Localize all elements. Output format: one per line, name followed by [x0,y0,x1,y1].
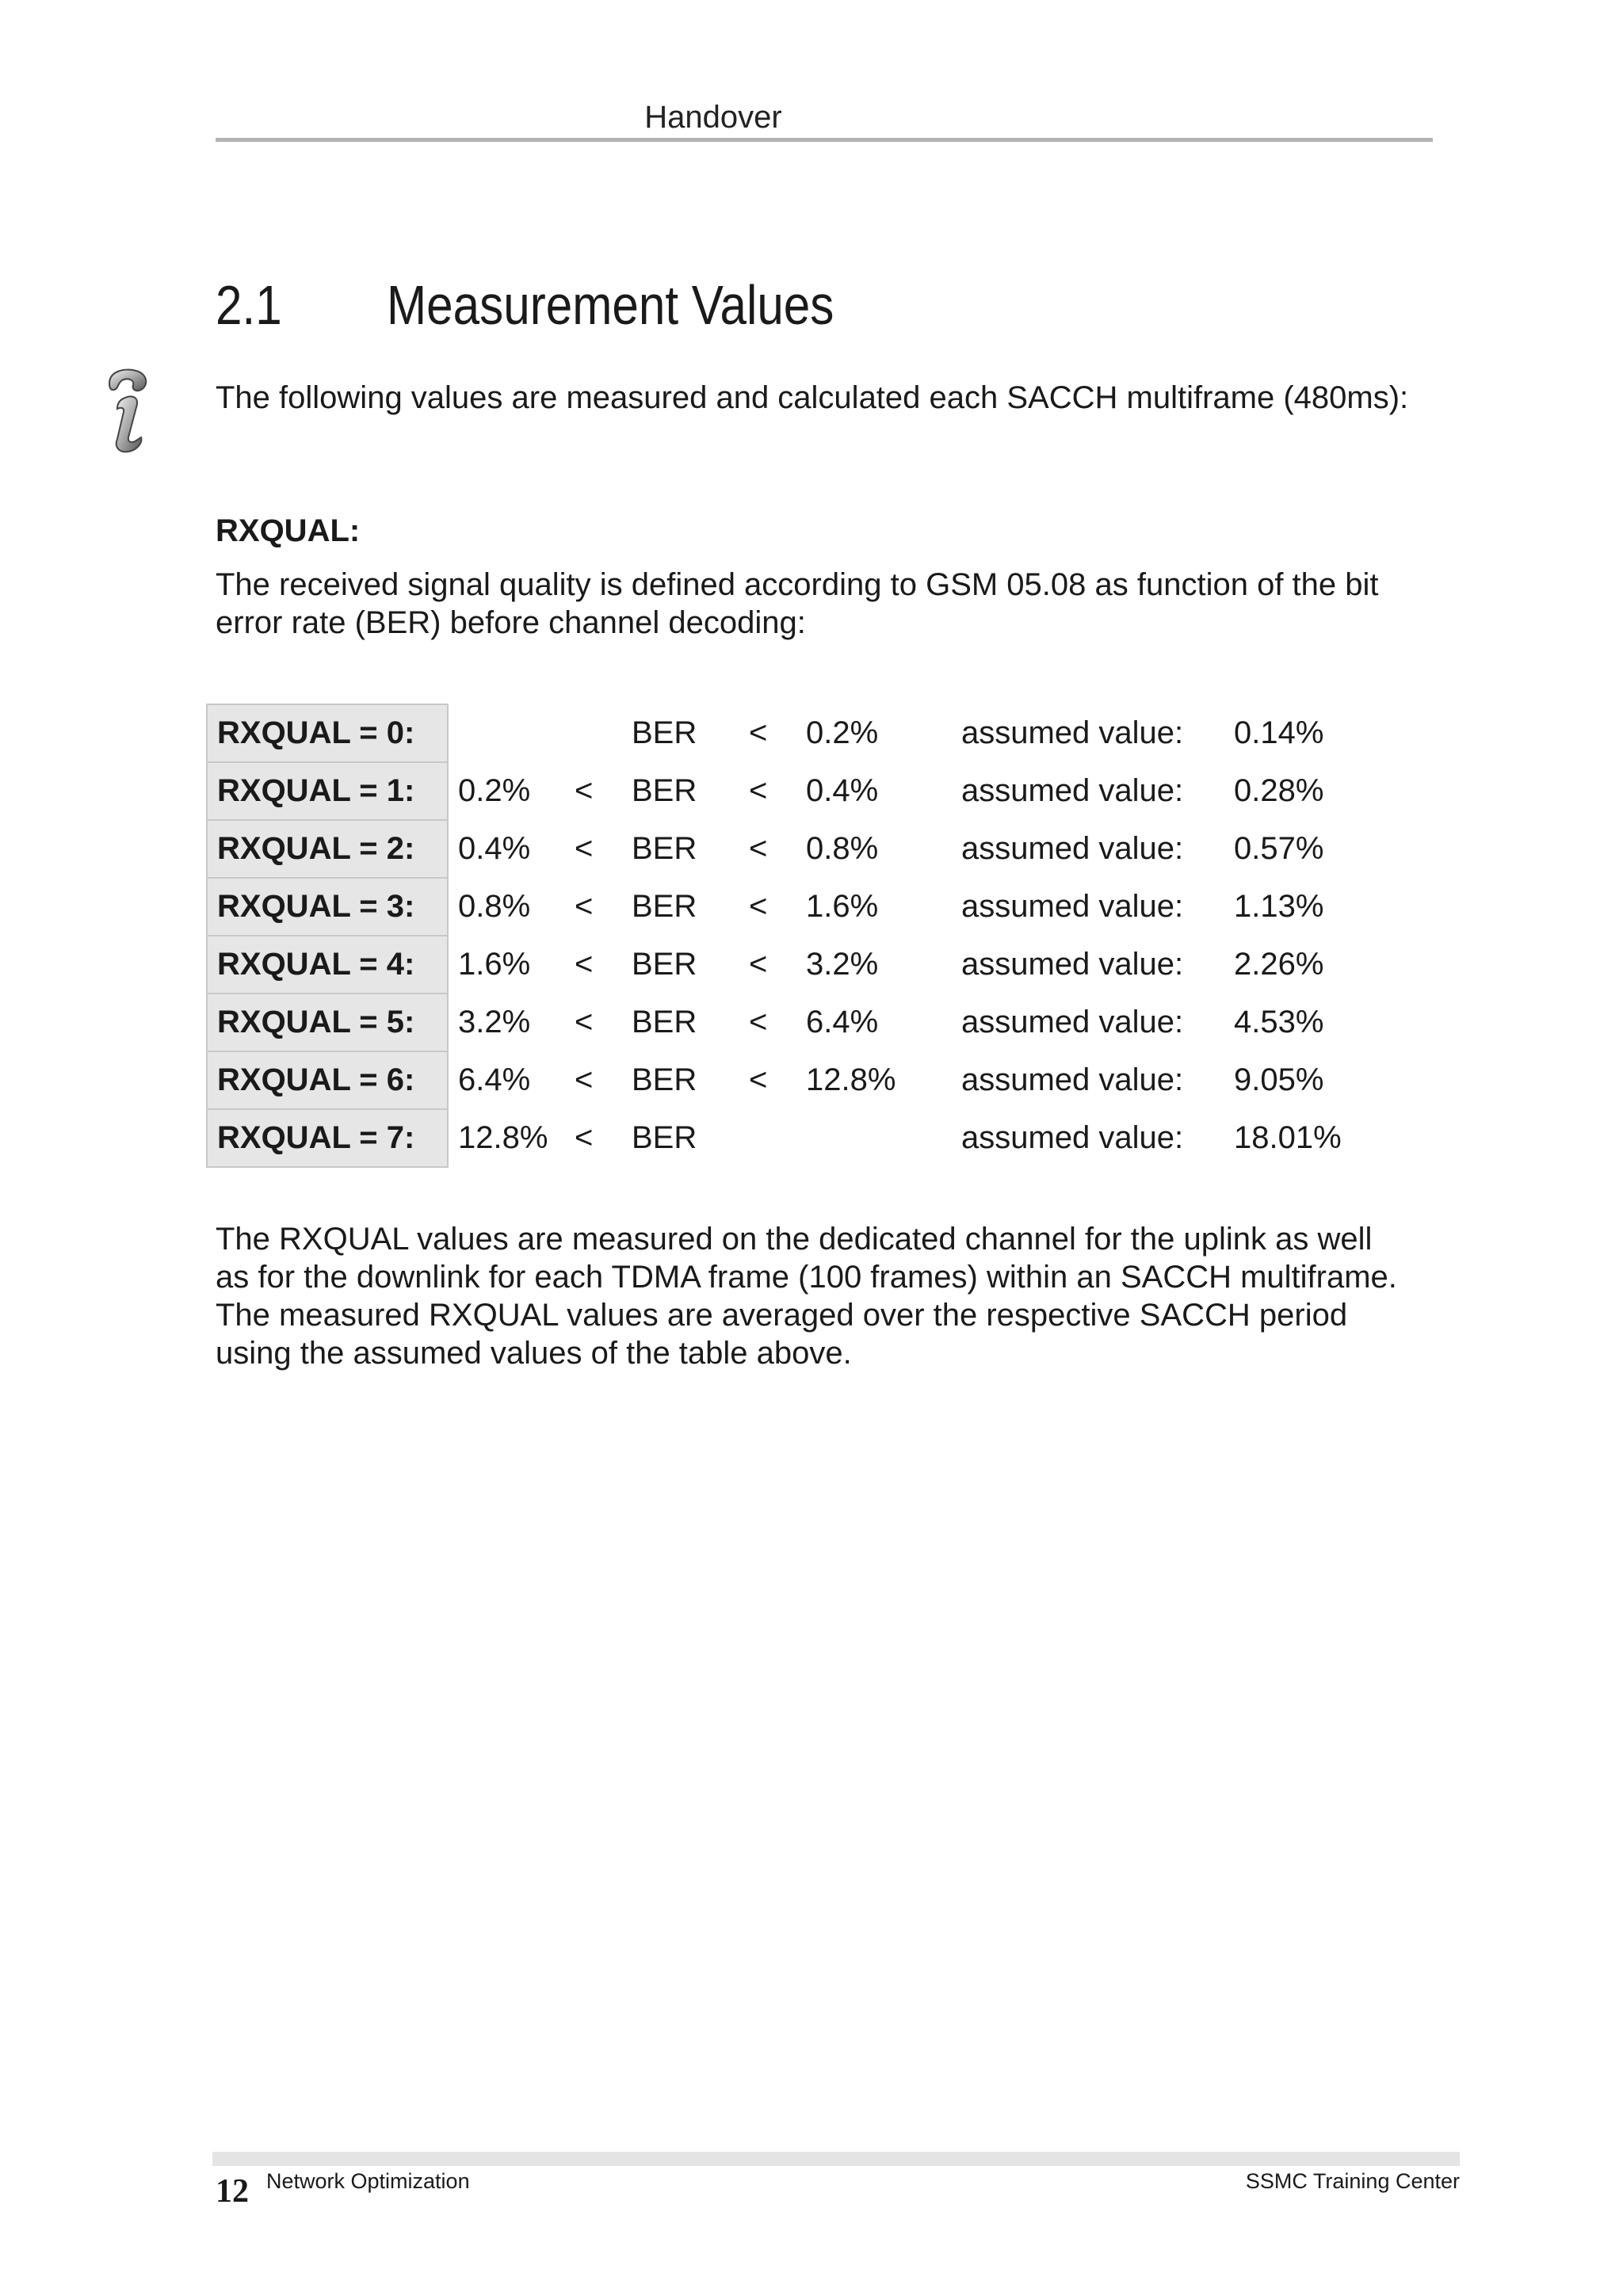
ber-lower-bound: 6.4% [458,1062,531,1097]
ber-lower-bound: 1.6% [458,947,531,982]
table-row [207,1109,1394,1167]
intro-text: The following values are measured and calculated each SACCH multiframe (480ms): [216,380,1409,415]
less-than-sign: < [575,773,594,808]
section-title: Measurement Values [387,274,834,336]
ber-lower-bound: 0.8% [458,889,531,924]
less-than-sign: < [575,947,594,982]
less-than-sign: < [749,889,768,924]
table-row [207,994,1394,1051]
assumed-value: 2.26% [1234,947,1324,982]
rxqual-level-label: RXQUAL = 2: [207,820,448,878]
assumed-value-label: assumed value: [961,1005,1184,1039]
table-row [207,1051,1394,1109]
ber-upper-bound: 0.4% [806,773,879,808]
assumed-value-label: assumed value: [961,889,1184,924]
assumed-value: 0.28% [1234,773,1324,808]
rxqual-heading: RXQUAL: [216,513,361,548]
ber-label: BER [632,1005,697,1039]
table-row [207,704,1394,762]
ber-lower-bound: 0.4% [458,831,531,866]
less-than-sign: < [749,831,768,866]
less-than-sign: < [575,1120,594,1155]
less-than-sign: < [575,1005,594,1039]
assumed-value: 1.13% [1234,889,1324,924]
rxqual-level-label: RXQUAL = 0: [207,704,448,762]
ber-upper-bound [806,1109,961,1167]
less-than-sign [749,1109,806,1167]
assumed-value-label: assumed value: [961,715,1184,750]
section-number: 2.1 [216,274,282,336]
footer-organization: SSMC Training Center [1245,2169,1460,2193]
assumed-value-label: assumed value: [961,1120,1184,1155]
ber-upper-bound: 3.2% [806,947,879,982]
ber-label: BER [632,1120,697,1155]
rxqual-level-label: RXQUAL = 4: [207,936,448,994]
info-icon [101,366,160,455]
rxqual-table [206,704,1395,1168]
page-number: 12 [216,2173,249,2210]
rxqual-level-label: RXQUAL = 7: [207,1109,448,1167]
ber-upper-bound: 12.8% [806,1062,896,1097]
assumed-value: 9.05% [1234,1062,1324,1097]
paragraph-line: as for the downlink for each TDMA frame (100 frames) within an SACCH multiframe. [216,1260,1397,1295]
paragraph-line: The RXQUAL values are measured on the dedicated channel for the uplink as well [216,1222,1373,1257]
ber-upper-bound: 0.2% [806,715,879,750]
paragraph-line: using the assumed values of the table above. [216,1336,852,1371]
less-than-sign: < [749,1005,768,1039]
assumed-value-label: assumed value: [961,947,1184,982]
assumed-value-label: assumed value: [961,831,1184,866]
assumed-value-label: assumed value: [961,1062,1184,1097]
ber-label: BER [632,889,697,924]
assumed-value: 4.53% [1234,1005,1324,1039]
rxqual-definition-paragraph [216,566,1468,642]
ber-lower-bound: 12.8% [458,1120,548,1155]
less-than-sign: < [575,889,594,924]
rxqual-averaging-paragraph [216,1220,1468,1372]
assumed-value: 18.01% [1234,1120,1342,1155]
ber-label: BER [632,773,697,808]
less-than-sign: < [749,1062,768,1097]
assumed-value: 0.57% [1234,831,1324,866]
assumed-value: 0.14% [1234,715,1324,750]
footer-document-title: Network Optimization [266,2169,470,2193]
less-than-sign: < [749,715,768,750]
ber-lower-bound: 3.2% [458,1005,531,1039]
running-header-title: Handover [644,100,782,135]
ber-lower-bound: 0.2% [458,773,531,808]
ber-upper-bound: 0.8% [806,831,879,866]
less-than-sign: < [749,947,768,982]
ber-lower-bound [448,704,575,762]
less-than-sign: < [575,1062,594,1097]
paragraph-line: The measured RXQUAL values are averaged over the respective SACCH period [216,1298,1348,1333]
less-than-sign: < [749,773,768,808]
table-row [207,936,1394,994]
rxqual-level-label: RXQUAL = 5: [207,994,448,1051]
paragraph-line: The received signal quality is defined according to GSM 05.08 as function of the bit [216,567,1379,602]
header-rule [216,138,1433,142]
table-row [207,762,1394,820]
ber-upper-bound: 6.4% [806,1005,879,1039]
rxqual-level-label: RXQUAL = 6: [207,1051,448,1109]
ber-label: BER [632,831,697,866]
less-than-sign: < [575,831,594,866]
rxqual-level-label: RXQUAL = 1: [207,762,448,820]
ber-label: BER [632,715,697,750]
rxqual-level-label: RXQUAL = 3: [207,878,448,936]
ber-upper-bound: 1.6% [806,889,879,924]
ber-label: BER [632,1062,697,1097]
footer-rule [212,2152,1460,2166]
paragraph-line: error rate (BER) before channel decoding: [216,605,806,640]
table-row [207,820,1394,878]
assumed-value-label: assumed value: [961,773,1184,808]
ber-label: BER [632,947,697,982]
less-than-sign [575,704,632,762]
table-row [207,878,1394,936]
